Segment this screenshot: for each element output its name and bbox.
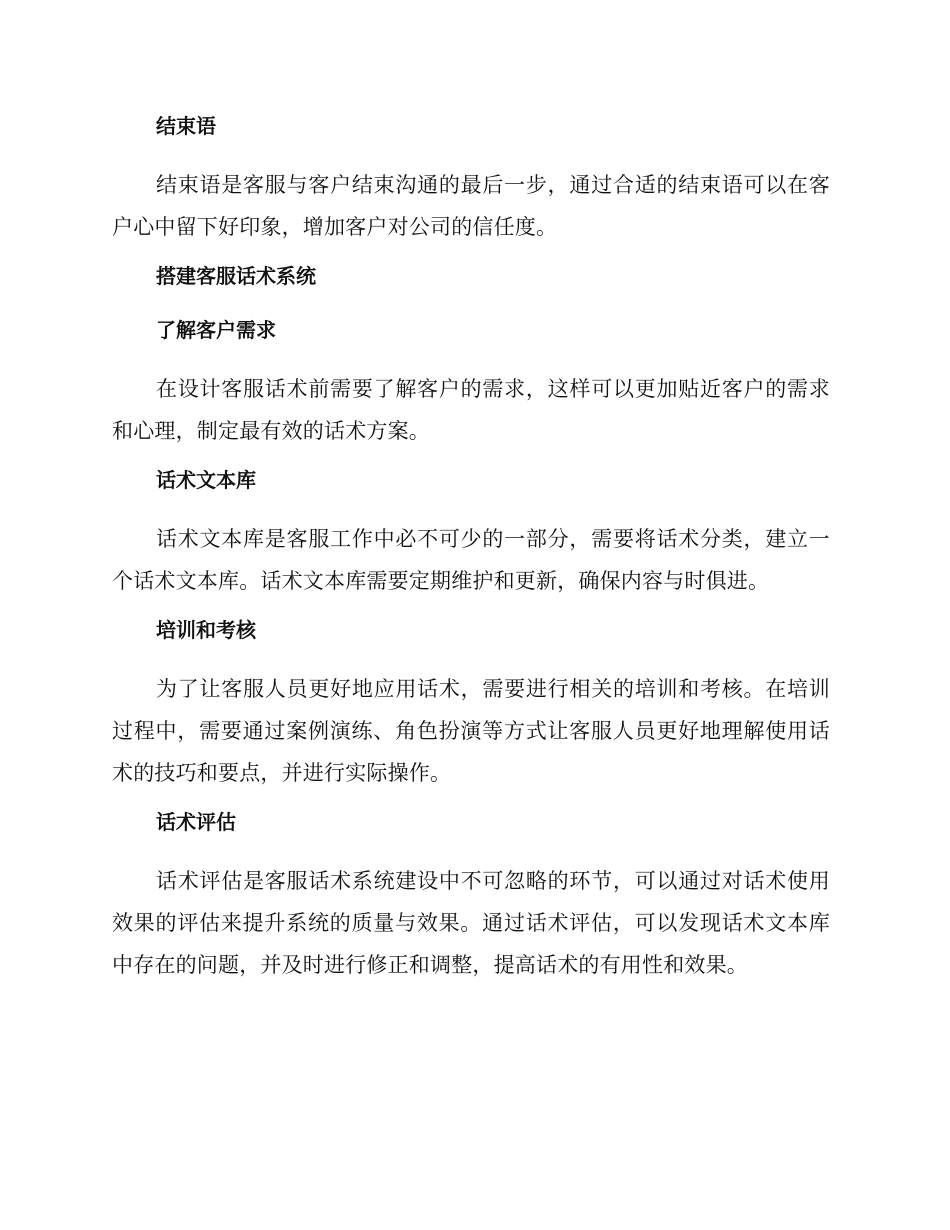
section-heading: 搭建客服话术系统 [156,264,316,288]
section-paragraph: 结束语是客服与客户结束沟通的最后一步，通过合适的结束语可以在客户心中留下好印象，增加客户对公司的信任度。 [112,173,830,239]
section-paragraph: 话术文本库是客服工作中必不可少的一部分，需要将话术分类，建立一个话术文本库。话术文本库需要定期维护和更新，确保内容与时俱进。 [112,527,830,593]
section-heading: 结束语 [156,114,216,138]
section-build-system [112,260,830,292]
section-heading: 话术文本库 [156,468,256,492]
section-paragraph: 在设计客服话术前需要了解客户的需求，这样可以更加贴近客户的需求和心理，制定最有效的话术方案。 [112,377,830,443]
section-heading: 话术评估 [156,810,236,834]
section-heading: 了解客户需求 [156,318,276,342]
section-closing [112,110,830,248]
section-evaluation [112,806,830,986]
section-paragraph: 话术评估是客服话术系统建设中不可忽略的环节，可以通过对话术使用效果的评估来提升系统的质量与效果。通过话术评估，可以发现话术文本库中存在的问题，并及时进行修正和调整，提高话术的有用性和效果。 [112,869,830,977]
section-paragraph: 为了让客服人员更好地应用话术，需要进行相关的培训和考核。在培训过程中，需要通过案例演练、角色扮演等方式让客服人员更好地理解使用话术的技巧和要点，并进行实际操作。 [112,677,830,785]
section-heading: 培训和考核 [156,618,256,642]
section-customer-needs [112,314,830,452]
section-training [112,614,830,794]
section-script-library [112,464,830,602]
